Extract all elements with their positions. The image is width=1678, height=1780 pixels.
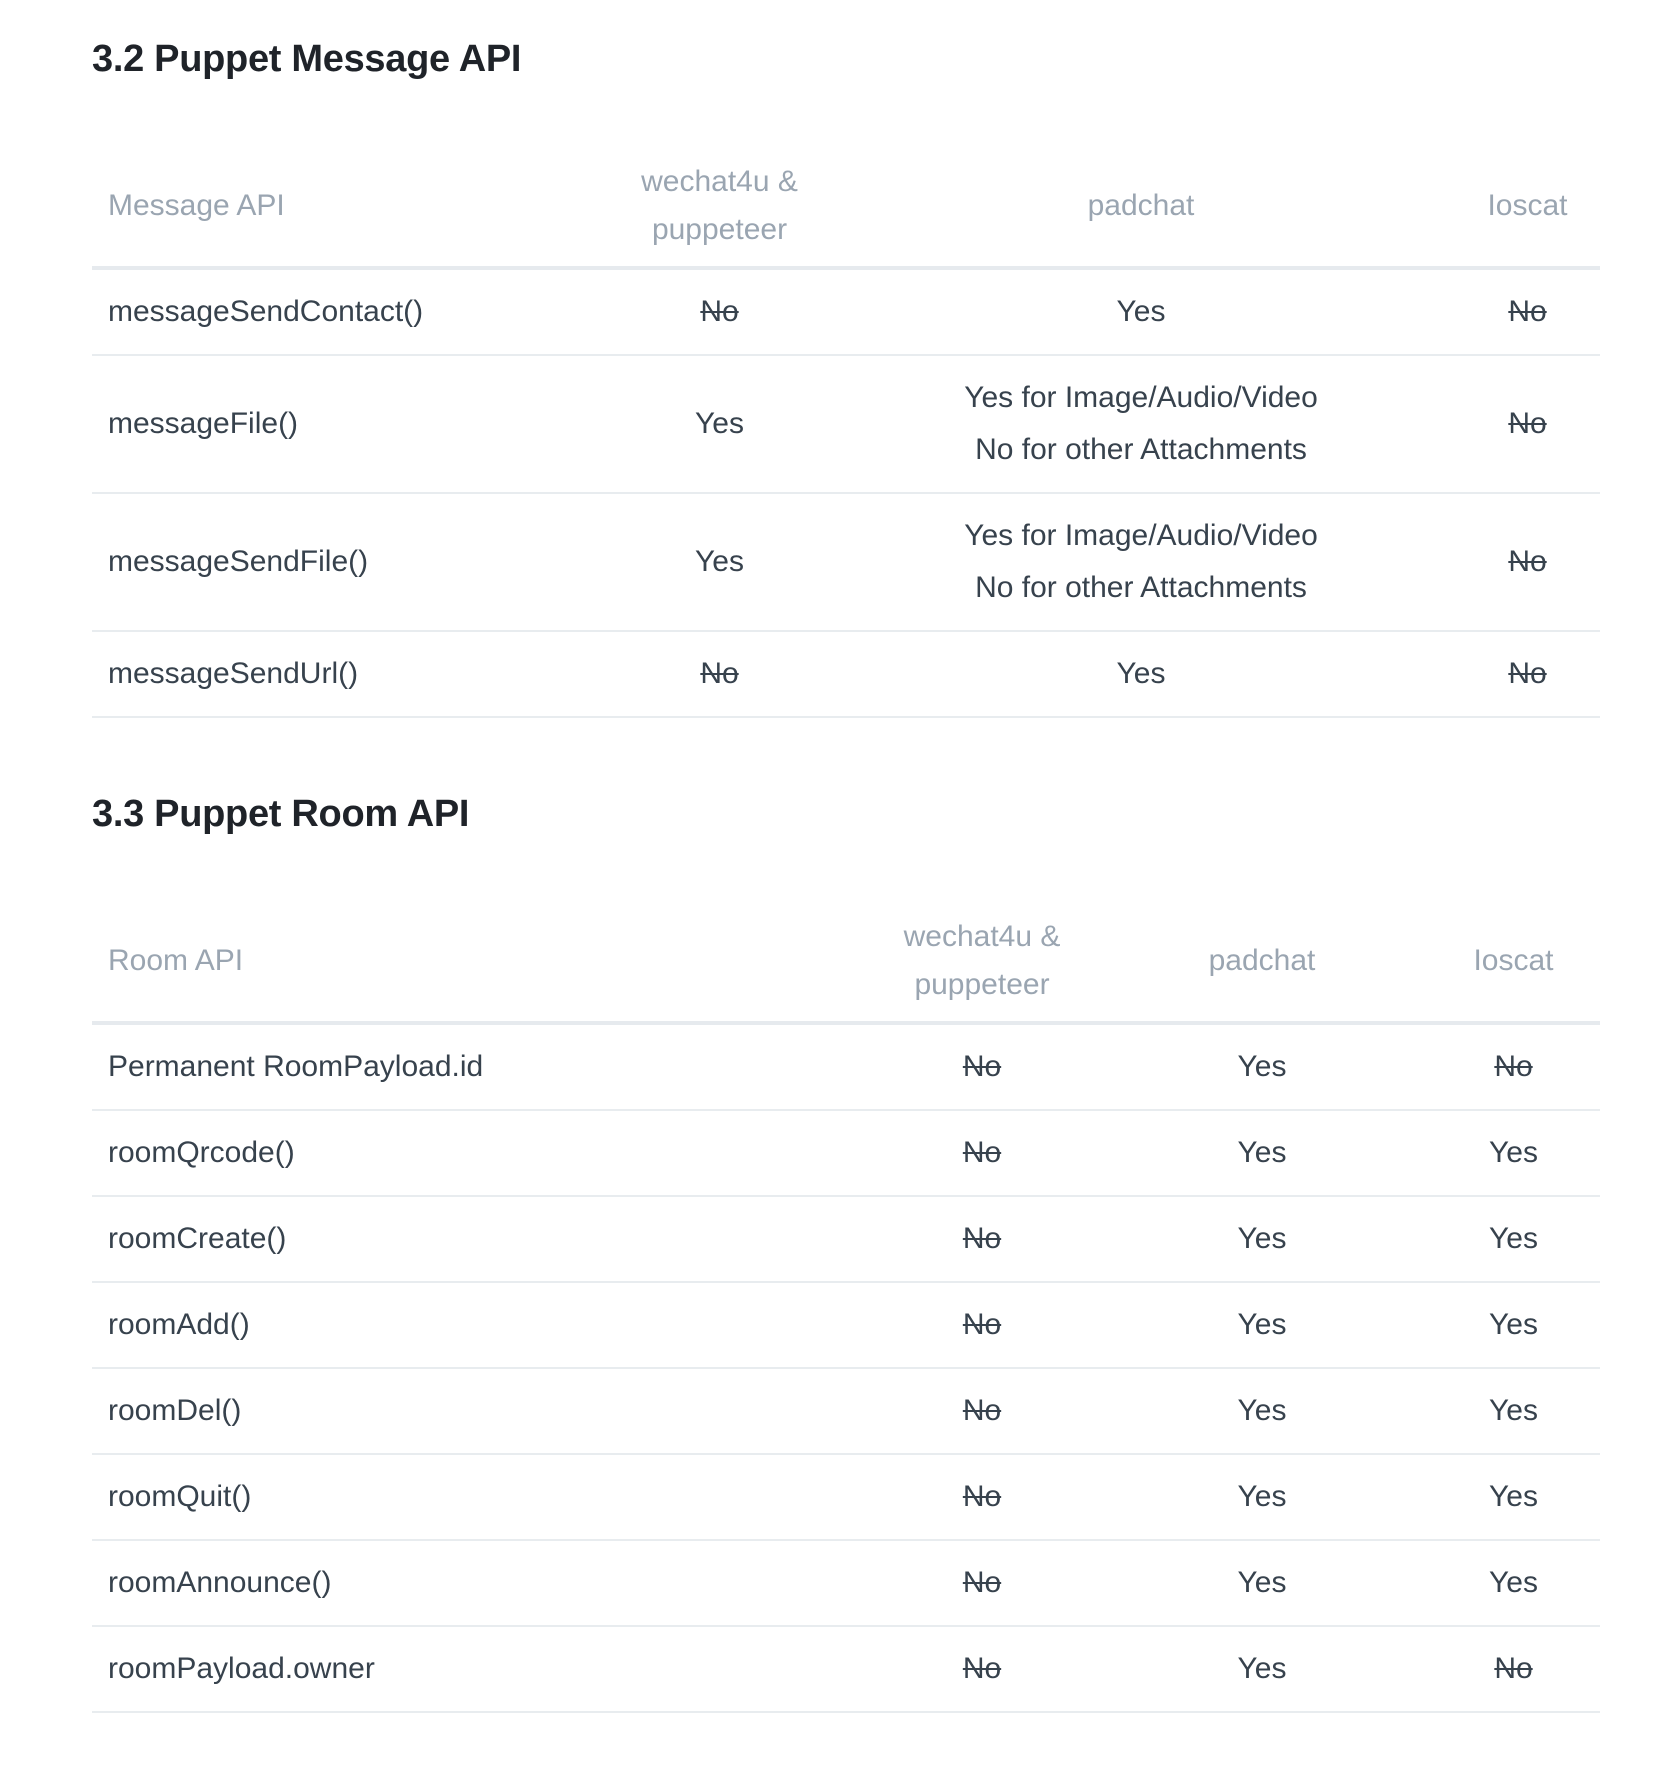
support-text: No for other Attachments bbox=[975, 433, 1307, 466]
wechat4u-support-cell: Yes bbox=[612, 493, 827, 631]
api-name-cell: messageSendContact() bbox=[92, 268, 612, 355]
padchat-support-cell bbox=[827, 268, 1455, 355]
support-text: Yes bbox=[1237, 1136, 1287, 1169]
header-label: padchat bbox=[1208, 944, 1316, 977]
api-name-cell: roomAdd() bbox=[92, 1282, 867, 1368]
header-label: Ioscat bbox=[1487, 189, 1568, 222]
room-api-table bbox=[92, 905, 1600, 1713]
ioscat-support-cell: No bbox=[1427, 1626, 1600, 1712]
api-name-cell: roomCreate() bbox=[92, 1196, 867, 1282]
wechat4u-support-cell: No bbox=[867, 1023, 1097, 1110]
wechat4u-support-cell: Yes bbox=[612, 355, 827, 493]
padchat-support-cell bbox=[1097, 1196, 1427, 1282]
wechat4u-support-cell: No bbox=[867, 1196, 1097, 1282]
table-row bbox=[92, 355, 1600, 493]
padchat-support-cell bbox=[1097, 1540, 1427, 1626]
support-text: Yes for Image/Audio/Video bbox=[964, 381, 1318, 414]
header-label: puppeteer bbox=[651, 213, 788, 246]
table-row bbox=[92, 493, 1600, 631]
support-text: Yes bbox=[1116, 657, 1166, 690]
header-label: padchat bbox=[1087, 189, 1195, 222]
table-body bbox=[92, 1023, 1600, 1712]
section-title-message-api: 3.2 Puppet Message API bbox=[92, 38, 522, 80]
ioscat-support-cell: No bbox=[1455, 631, 1600, 717]
api-column-header bbox=[92, 150, 612, 268]
support-text: Yes bbox=[1237, 1308, 1287, 1341]
table-row bbox=[92, 1282, 1600, 1368]
support-text: Yes bbox=[1116, 295, 1166, 328]
ioscat-support-cell: No bbox=[1455, 268, 1600, 355]
header-label: puppeteer bbox=[914, 968, 1050, 1001]
padchat-support-cell bbox=[1097, 1626, 1427, 1712]
api-name-cell: Permanent RoomPayload.id bbox=[92, 1023, 867, 1110]
padchat-support-cell bbox=[1097, 1110, 1427, 1196]
wechat4u-puppeteer-column-header bbox=[612, 150, 827, 268]
wechat4u-support-cell: No bbox=[612, 268, 827, 355]
table-row bbox=[92, 1626, 1600, 1712]
table-row bbox=[92, 1454, 1600, 1540]
wechat4u-support-cell: No bbox=[867, 1282, 1097, 1368]
ioscat-support-cell: Yes bbox=[1427, 1196, 1600, 1282]
api-column-header bbox=[92, 905, 867, 1023]
padchat-support-cell bbox=[827, 631, 1455, 717]
support-text: Yes bbox=[1237, 1222, 1287, 1255]
ioscat-support-cell: Yes bbox=[1427, 1540, 1600, 1626]
api-name-cell: messageFile() bbox=[92, 355, 612, 493]
section-title-room-api: 3.3 Puppet Room API bbox=[92, 793, 470, 835]
ioscat-column-header bbox=[1427, 905, 1600, 1023]
table-row bbox=[92, 1110, 1600, 1196]
wechat4u-puppeteer-column-header bbox=[867, 905, 1097, 1023]
table-body bbox=[92, 268, 1600, 717]
header-label: wechat4u & bbox=[903, 920, 1061, 953]
ioscat-support-cell: No bbox=[1455, 355, 1600, 493]
wechat4u-support-cell: No bbox=[867, 1368, 1097, 1454]
api-name-cell: roomQrcode() bbox=[92, 1110, 867, 1196]
padchat-support-cell bbox=[827, 493, 1455, 631]
table-row bbox=[92, 1540, 1600, 1626]
padchat-support-cell bbox=[1097, 1282, 1427, 1368]
padchat-support-cell bbox=[1097, 1454, 1427, 1540]
support-text: Yes for Image/Audio/Video bbox=[964, 519, 1318, 552]
ioscat-support-cell: Yes bbox=[1427, 1282, 1600, 1368]
support-text: Yes bbox=[1237, 1652, 1287, 1685]
support-text: Yes bbox=[1237, 1566, 1287, 1599]
table-row bbox=[92, 631, 1600, 717]
api-name-cell: roomDel() bbox=[92, 1368, 867, 1454]
table-header-row bbox=[92, 150, 1600, 268]
api-name-cell: roomQuit() bbox=[92, 1454, 867, 1540]
ioscat-support-cell: Yes bbox=[1427, 1454, 1600, 1540]
padchat-support-cell bbox=[827, 355, 1455, 493]
table-row bbox=[92, 268, 1600, 355]
wechat4u-support-cell: No bbox=[867, 1540, 1097, 1626]
table-row bbox=[92, 1196, 1600, 1282]
wechat4u-support-cell: No bbox=[867, 1110, 1097, 1196]
header-label: Message API bbox=[108, 189, 285, 222]
api-name-cell: roomPayload.owner bbox=[92, 1626, 867, 1712]
padchat-column-header bbox=[827, 150, 1455, 268]
api-name-cell: roomAnnounce() bbox=[92, 1540, 867, 1626]
ioscat-column-header bbox=[1455, 150, 1600, 268]
api-name-cell: messageSendUrl() bbox=[92, 631, 612, 717]
ioscat-support-cell: Yes bbox=[1427, 1368, 1600, 1454]
support-text: No for other Attachments bbox=[975, 571, 1307, 604]
table-row bbox=[92, 1368, 1600, 1454]
wechat4u-support-cell: No bbox=[867, 1454, 1097, 1540]
ioscat-support-cell: No bbox=[1455, 493, 1600, 631]
support-text: Yes bbox=[1237, 1480, 1287, 1513]
table-row bbox=[92, 1023, 1600, 1110]
header-label: wechat4u & bbox=[641, 165, 798, 198]
padchat-support-cell bbox=[1097, 1023, 1427, 1110]
ioscat-support-cell: No bbox=[1427, 1023, 1600, 1110]
padchat-column-header bbox=[1097, 905, 1427, 1023]
wechat4u-support-cell: No bbox=[612, 631, 827, 717]
support-text: Yes bbox=[1237, 1050, 1287, 1083]
wechat4u-support-cell: No bbox=[867, 1626, 1097, 1712]
support-text: Yes bbox=[1237, 1394, 1287, 1427]
api-name-cell: messageSendFile() bbox=[92, 493, 612, 631]
header-label: Ioscat bbox=[1473, 944, 1554, 977]
ioscat-support-cell: Yes bbox=[1427, 1110, 1600, 1196]
header-label: Room API bbox=[108, 944, 244, 977]
table-header-row bbox=[92, 905, 1600, 1023]
padchat-support-cell bbox=[1097, 1368, 1427, 1454]
message-api-table bbox=[92, 150, 1600, 718]
